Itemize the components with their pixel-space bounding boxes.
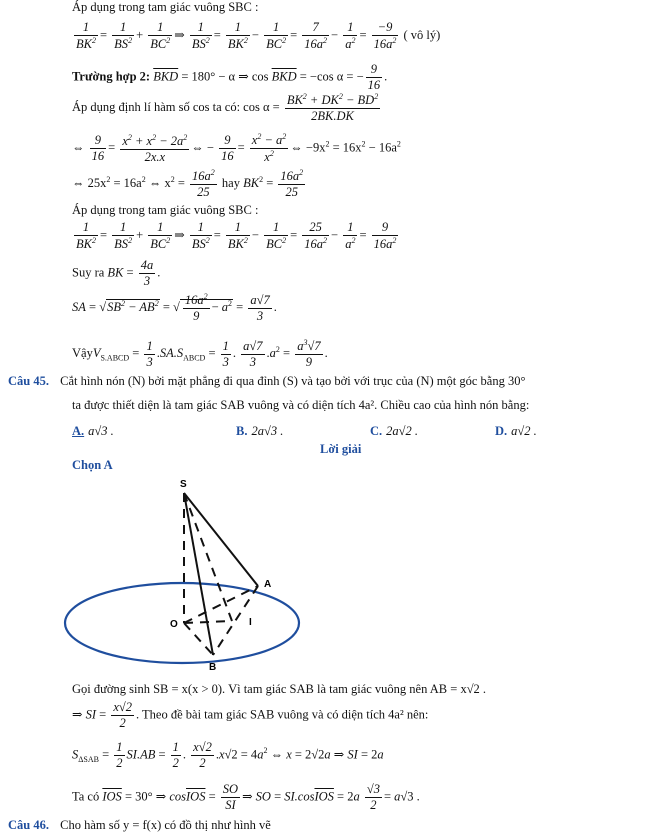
- formula-line: Áp dụng định lí hàm số cos ta có: cos α = $\frac{BK^2 + DK^2 - BD^2}{2BK.DK}$: [72, 92, 379, 124]
- option-b: B. 2a√3 .: [236, 424, 284, 438]
- question-text: Cắt hình nón (N) bởi mặt phẳng đi qua đỉnh (S) và tạo bởi với trục của (N) một góc bằng 30°: [60, 374, 526, 388]
- solution-title: Lời giải: [320, 442, 362, 456]
- text: hay: [221, 175, 240, 190]
- label-b: B: [209, 662, 217, 673]
- solution-line-3: $S_{\Delta SAB}$ = $\frac{1}{2}$ SI.AB = $\frac{1}{2}$ . $\frac{x√2}{2}$ $.x√2 = 4a^2$ ⇔ x = 2√2a ⇒ SI = 2a: [72, 740, 384, 770]
- segment-oi: [184, 621, 232, 623]
- note: ( vô lý): [403, 27, 441, 42]
- cone-base: [65, 583, 299, 663]
- label-o: O: [170, 619, 178, 630]
- solution-line-4: Ta có $\overline{IOS} = 30^\circ$ ⇒ $\cos\overline{IOS}$ = $\frac{SO}{SI}$ ⇒ SO = $SI.\cos\overline{IOS} = 2a$ $\frac{√3}{2}$ = a√3 .: [72, 782, 420, 812]
- formula-line: VậyV$_{S.ABCD}$ = $\frac{1}{3}$ $.SA.S_{ABCD}$ = $\frac{1}{3}$ . $\frac{a√7}{3}$ $.a^2$ = $\frac{a^3√7}{9}$ .: [72, 338, 328, 370]
- formula-line: $\frac{1}{BK^2}$ = $\frac{1}{BS^2}$ + $\frac{1}{BC^2}$ ⇒ $\frac{1}{BS^2}$ = $\frac{1}{BK^2}$ − $\frac{1}{BC^2}$ = $\frac{25}{16a^2}$ − $\frac{1}{a^2}$ = $\frac{9}{16a^2}$: [76, 220, 397, 252]
- answer-label: Chọn A: [72, 458, 113, 472]
- formula-line: Trường hợp 2: $\overline{BKD} = 180^\circ - \alpha$ ⇒ $\cos \overline{BKD} = -\cos$ α = − $\frac{9}{16}$ .: [72, 62, 388, 92]
- text: Áp dụng định lí hàm số cos ta có:: [72, 99, 241, 114]
- option-c: C. 2a√2 .: [370, 424, 419, 438]
- text: Suy ra: [72, 265, 105, 280]
- label-a: A: [264, 579, 272, 590]
- formula-line: ⇔ $\frac{9}{16}$ = $\frac{x^2 + x^2 - 2a^2}{2x.x}$ ⇔ − $\frac{9}{16}$ = $\frac{x^2 - a^2}{x^2}$ ⇔ $-9x^2 = 16x^2 - 16a^2$: [72, 132, 401, 165]
- formula-line: SA = $√SB^2 - AB^2$ = √ $\frac{16a^2}{9}$ − $a^2$ = $\frac{a√7}{3}$ .: [72, 292, 277, 324]
- text: Vậy: [72, 345, 93, 360]
- solution-line-1: Gọi đường sinh SB = x(x > 0). Vì tam giác SAB là tam giác vuông nên AB = x√2 .: [72, 682, 487, 696]
- question-46: [8, 818, 271, 833]
- question-text: Cho hàm số y = f(x) có đồ thị như hình vẽ: [60, 818, 271, 832]
- segment-si: [184, 493, 232, 621]
- option-a: A. a√3 .: [72, 424, 114, 438]
- question-label: Câu 46.: [8, 818, 49, 832]
- edge-sb: [184, 493, 213, 655]
- text-line: Áp dụng trong tam giác vuông SBC :: [72, 0, 259, 14]
- formula-line: $\frac{1}{BK^2}$ = $\frac{1}{BS^2}$ + $\frac{1}{BC^2}$ ⇒ $\frac{1}{BS^2}$ = $\frac{1}{BK^2}$ − $\frac{1}{BC^2}$ = $\frac{7}{16a^2}$ − $\frac{1}{a^2}$ = $\frac{-9}{16a^2}$ ( vô lý): [76, 20, 441, 52]
- formula-line: ⇔ $25x^2 = 16a^2$ ⇔ $x^2$ = $\frac{16a^2}{25}$ hay $BK^2$ = $\frac{16a^2}{25}$: [72, 168, 304, 200]
- label-s: S: [180, 479, 187, 490]
- formula-line: Suy ra BK = $\frac{4a}{3}$ .: [72, 258, 161, 288]
- edge-sa: [184, 493, 258, 586]
- text-line: Áp dụng trong tam giác vuông SBC :: [72, 203, 259, 217]
- question-label: Câu 45.: [8, 374, 49, 388]
- solution-line-2: ⇒ SI = $\frac{x√2}{2}$ . Theo đề bài tam giác SAB vuông và có diện tích 4a² nên:: [72, 700, 429, 730]
- case-label: Trường hợp 2:: [72, 69, 151, 84]
- option-d: D. a√2 .: [495, 424, 537, 438]
- question-text-2: ta được thiết diện là tam giác SAB vuông và có diện tích 4a². Chiều cao của hình nón bằng:: [72, 398, 530, 412]
- label-i: I: [249, 617, 252, 628]
- cone-figure: [62, 475, 322, 675]
- question-45: [8, 374, 525, 389]
